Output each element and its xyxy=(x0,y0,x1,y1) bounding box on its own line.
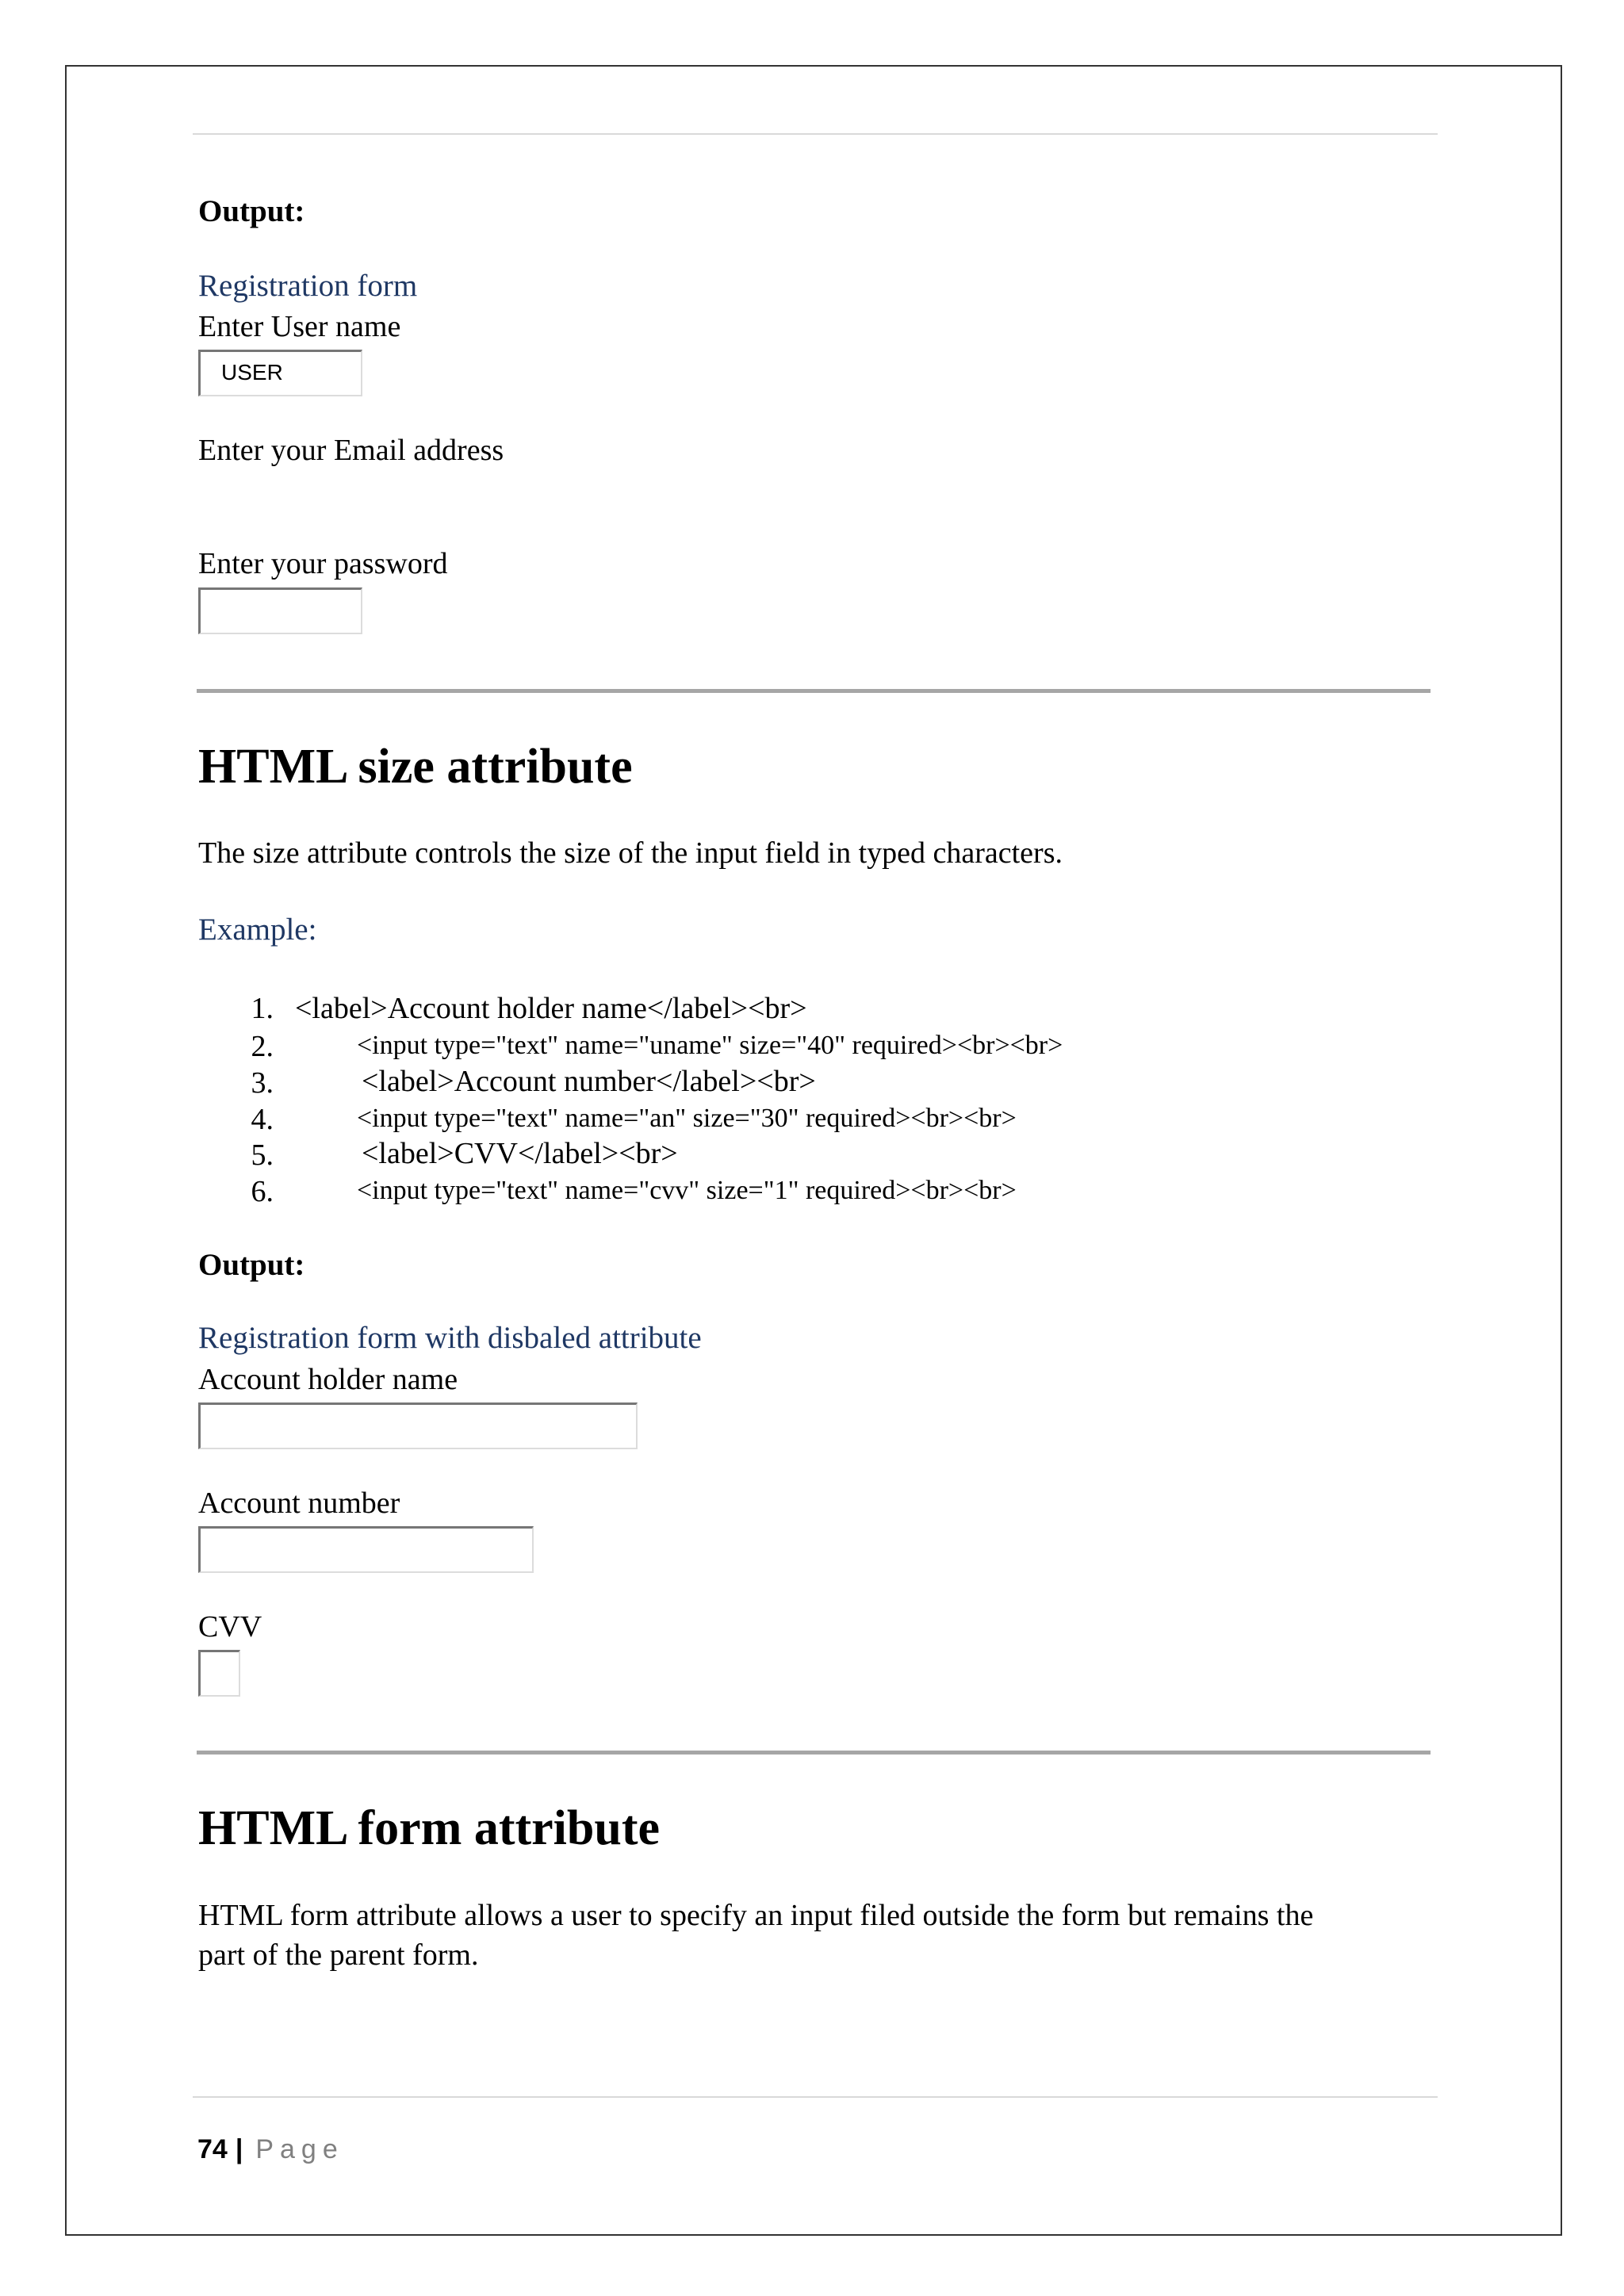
code-line-number: 5. xyxy=(251,1138,274,1172)
example-label: Example: xyxy=(198,913,317,947)
form-attribute-description-line-1: HTML form attribute allows a user to specify an input filed outside the form but remains the xyxy=(198,1899,1314,1932)
code-line-number: 2. xyxy=(251,1030,274,1063)
username-input[interactable]: USER xyxy=(198,350,362,396)
footer-separator: | xyxy=(235,2134,243,2164)
header-rule xyxy=(193,133,1438,135)
size-attribute-heading: HTML size attribute xyxy=(198,740,633,794)
size-attribute-description: The size attribute controls the size of the input field in typed characters. xyxy=(198,836,1063,870)
code-line: <input type="text" name="uname" size="40" required><br><br> xyxy=(357,1031,1063,1060)
code-line-number: 4. xyxy=(251,1103,274,1136)
form-attribute-description-line-2: part of the parent form. xyxy=(198,1938,479,1972)
code-line: <label>CVV</label><br> xyxy=(362,1137,678,1170)
account-holder-input[interactable] xyxy=(198,1402,638,1449)
username-label: Enter User name xyxy=(198,310,401,343)
page-label: Page xyxy=(255,2134,344,2164)
password-input[interactable] xyxy=(198,587,362,634)
output-heading-2: Output: xyxy=(198,1248,305,1282)
password-label: Enter your password xyxy=(198,547,448,580)
code-line: <input type="text" name="an" size="30" required><br><br> xyxy=(357,1104,1017,1133)
code-line-number: 1. xyxy=(251,992,274,1025)
section-divider-1 xyxy=(197,689,1431,693)
cvv-input[interactable] xyxy=(198,1650,240,1697)
code-line-number: 3. xyxy=(251,1066,274,1100)
code-line-number: 6. xyxy=(251,1175,274,1208)
code-line: <input type="text" name="cvv" size="1" required><br><br> xyxy=(357,1176,1017,1205)
page-number: 74 xyxy=(197,2134,228,2164)
account-number-input[interactable] xyxy=(198,1526,534,1573)
registration-form-title: Registration form xyxy=(198,269,418,303)
code-line: <label>Account number</label><br> xyxy=(362,1065,816,1098)
account-holder-label: Account holder name xyxy=(198,1363,458,1396)
footer xyxy=(197,2134,344,2165)
form-attribute-heading: HTML form attribute xyxy=(198,1801,661,1855)
email-label: Enter your Email address xyxy=(198,434,504,467)
account-number-label: Account number xyxy=(198,1487,400,1520)
footer-rule xyxy=(193,2096,1438,2098)
code-line: <label>Account holder name</label><br> xyxy=(295,992,807,1025)
section-divider-2 xyxy=(197,1751,1431,1755)
cvv-label: CVV xyxy=(198,1610,262,1644)
registration-form-disabled-title: Registration form with disbaled attribute xyxy=(198,1321,702,1355)
output-heading-1: Output: xyxy=(198,194,305,228)
